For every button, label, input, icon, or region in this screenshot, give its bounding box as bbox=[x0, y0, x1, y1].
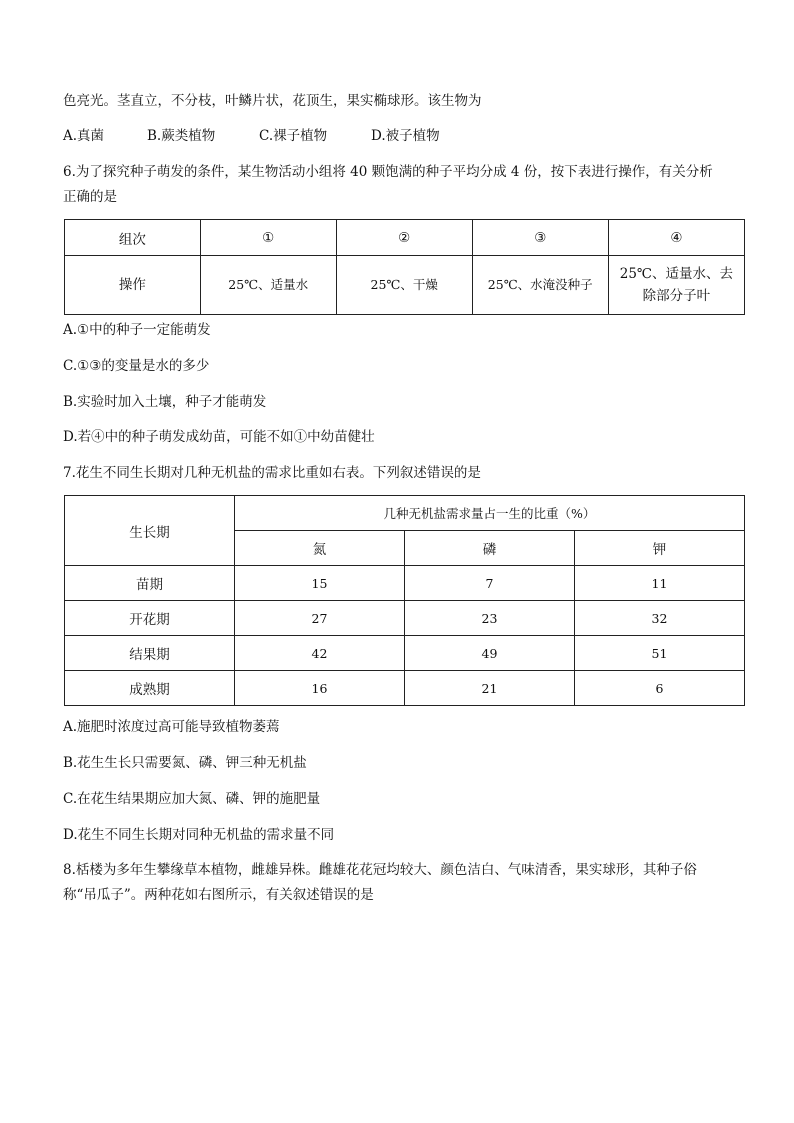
q7-option-c[interactable]: C.在花生结果期应加大氮、磷、钾的施肥量 bbox=[63, 791, 321, 807]
q6-stem-line1: 6.为了探究种子萌发的条件，某生物活动小组将 40 颗饱满的种子平均分成 4 份，按下表进行操作，有关分析 bbox=[63, 164, 713, 180]
q7-cell-value: 15 bbox=[234, 566, 404, 601]
q6-table-op-1: 25℃、适量水 bbox=[200, 256, 336, 315]
q7-row-stage: 开花期 bbox=[65, 601, 235, 636]
q7-row-stage: 苗期 bbox=[65, 566, 235, 601]
q7-row-stage: 结果期 bbox=[65, 636, 235, 671]
q5-option-d[interactable]: D.被子植物 bbox=[371, 128, 440, 144]
q6-option-c[interactable]: C.①③的变量是水的多少 bbox=[63, 358, 210, 374]
q6-table bbox=[64, 219, 745, 315]
q8-stem-line1: 8.栝楼为多年生攀缘草本植物，雌雄异株。雌雄花花冠均较大、颜色洁白、气味清香，果实球形，其种子俗 bbox=[63, 862, 697, 878]
q7-table-header-group: 几种无机盐需求量占一生的比重（%） bbox=[234, 496, 744, 531]
q5-option-a[interactable]: A.真菌 bbox=[63, 128, 105, 144]
q7-table-header-nitrogen: 氮 bbox=[234, 531, 404, 566]
q6-table-group-1: ① bbox=[200, 220, 336, 256]
q5-stem-tail: 色亮光。茎直立，不分枝，叶鳞片状，花顶生，果实椭球形。该生物为 bbox=[63, 93, 482, 109]
q7-option-a[interactable]: A.施肥时浓度过高可能导致植物萎蔫 bbox=[63, 719, 280, 735]
q5-options bbox=[63, 127, 440, 145]
q7-cell-value: 7 bbox=[404, 566, 574, 601]
q5-option-c[interactable]: C.裸子植物 bbox=[259, 128, 328, 144]
q7-stem: 7.花生不同生长期对几种无机盐的需求比重如右表。下列叙述错误的是 bbox=[63, 465, 481, 481]
q5-option-b[interactable]: B.蕨类植物 bbox=[147, 128, 216, 144]
q7-cell-value: 23 bbox=[404, 601, 574, 636]
q6-table-group-2: ② bbox=[336, 220, 472, 256]
q6-option-b[interactable]: B.实验时加入土壤，种子才能萌发 bbox=[63, 394, 267, 410]
table-row bbox=[65, 601, 745, 636]
table-row bbox=[65, 566, 745, 601]
q6-table-header-operation: 操作 bbox=[65, 256, 201, 315]
q7-table-header-phosphorus: 磷 bbox=[404, 531, 574, 566]
table-row bbox=[65, 671, 745, 706]
q7-cell-value: 27 bbox=[234, 601, 404, 636]
q6-table-op-2: 25℃、干燥 bbox=[336, 256, 472, 315]
q7-cell-value: 6 bbox=[574, 671, 744, 706]
q6-option-d[interactable]: D.若④中的种子萌发成幼苗，可能不如①中幼苗健壮 bbox=[63, 429, 375, 445]
q7-cell-value: 49 bbox=[404, 636, 574, 671]
q7-table-header-stage: 生长期 bbox=[65, 496, 235, 566]
q6-table-op-3: 25℃、水淹没种子 bbox=[472, 256, 608, 315]
q8-stem-line2: 称“吊瓜子”。两种花如右图所示，有关叙述错误的是 bbox=[63, 887, 374, 903]
q6-table-op-4: 25℃、适量水、去除部分子叶 bbox=[608, 256, 744, 315]
q7-cell-value: 42 bbox=[234, 636, 404, 671]
q7-option-b[interactable]: B.花生生长只需要氮、磷、钾三种无机盐 bbox=[63, 755, 307, 771]
q7-cell-value: 16 bbox=[234, 671, 404, 706]
q7-cell-value: 51 bbox=[574, 636, 744, 671]
q6-table-group-3: ③ bbox=[472, 220, 608, 256]
q6-table-group-4: ④ bbox=[608, 220, 744, 256]
q7-cell-value: 11 bbox=[574, 566, 744, 601]
q6-stem-line2: 正确的是 bbox=[63, 189, 117, 205]
q7-option-d[interactable]: D.花生不同生长期对同种无机盐的需求量不同 bbox=[63, 827, 335, 843]
q7-cell-value: 32 bbox=[574, 601, 744, 636]
q6-table-header-group: 组次 bbox=[65, 220, 201, 256]
q7-cell-value: 21 bbox=[404, 671, 574, 706]
q7-table-header-potassium: 钾 bbox=[574, 531, 744, 566]
q7-table bbox=[64, 495, 745, 706]
q7-row-stage: 成熟期 bbox=[65, 671, 235, 706]
q6-option-a[interactable]: A.①中的种子一定能萌发 bbox=[63, 322, 211, 338]
table-row bbox=[65, 636, 745, 671]
